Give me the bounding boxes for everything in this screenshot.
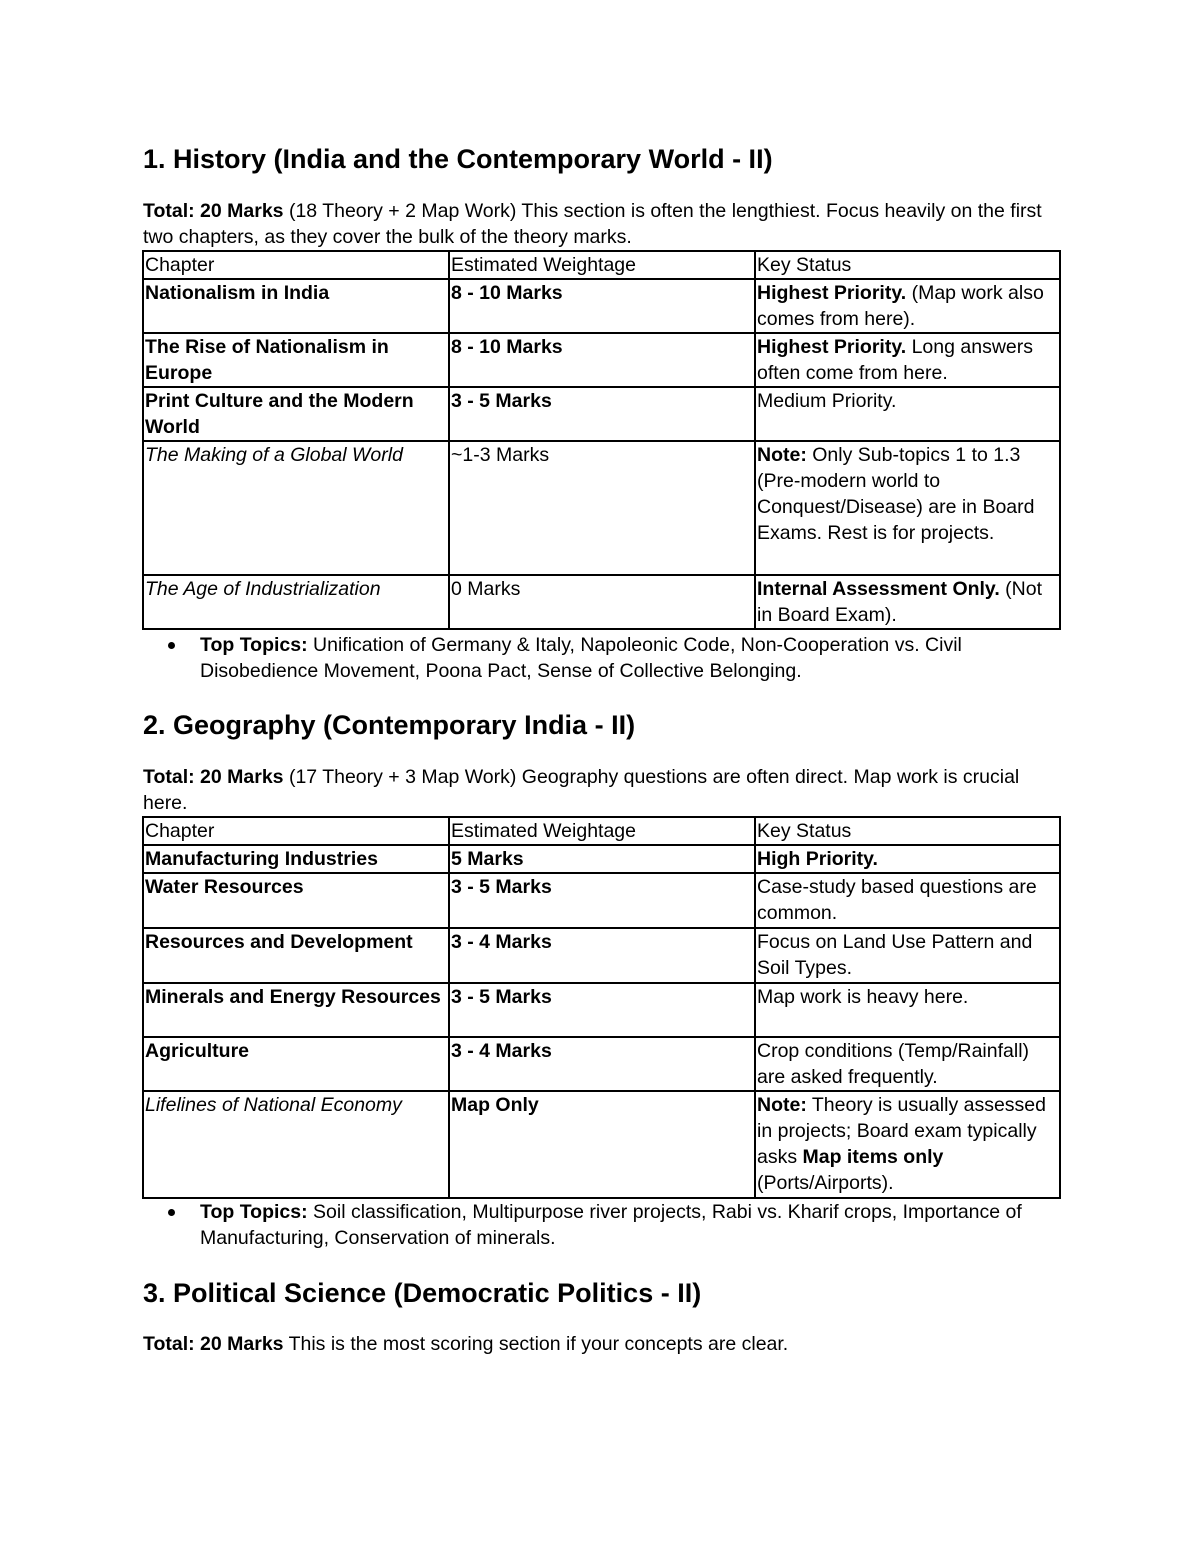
weightage-cell: Map Only bbox=[449, 1091, 755, 1198]
status-text: Only Sub-topics 1 to 1.3 (Pre-modern world to Conquest/Disease) are in Board Exams. Rest is for projects. bbox=[757, 444, 1035, 544]
status-cell: Focus on Land Use Pattern and Soil Types. bbox=[755, 928, 1060, 983]
weightage-cell: 3 - 5 Marks bbox=[449, 983, 755, 1037]
status-bold: Highest Priority. bbox=[757, 336, 907, 358]
table-header-row bbox=[143, 817, 1060, 845]
chapter-cell: The Making of a Global World bbox=[143, 441, 449, 575]
header-weightage: Estimated Weightage bbox=[449, 817, 755, 845]
status-cell bbox=[755, 441, 1060, 575]
chapter-cell: Lifelines of National Economy bbox=[143, 1091, 449, 1198]
weightage-cell: 8 - 10 Marks bbox=[449, 333, 755, 387]
weightage-cell: 3 - 5 Marks bbox=[449, 387, 755, 441]
history-intro bbox=[143, 198, 1068, 250]
table-row bbox=[143, 575, 1060, 629]
chapter-cell: Agriculture bbox=[143, 1037, 449, 1091]
top-topics-label: Top Topics: bbox=[200, 634, 308, 656]
table-row bbox=[143, 845, 1060, 873]
polsci-intro-text: This is the most scoring section if your concepts are clear. bbox=[283, 1333, 789, 1355]
status-cell bbox=[755, 1091, 1060, 1198]
status-text-end: (Ports/Airports). bbox=[757, 1172, 894, 1194]
list-item bbox=[143, 1199, 1068, 1251]
weightage-cell: 5 Marks bbox=[449, 845, 755, 873]
status-cell: Crop conditions (Temp/Rainfall) are asked frequently. bbox=[755, 1037, 1060, 1091]
chapter-cell: Resources and Development bbox=[143, 928, 449, 983]
weightage-cell: 3 - 4 Marks bbox=[449, 1037, 755, 1091]
status-text: (Not in Board Exam). bbox=[757, 578, 1043, 626]
chapter-cell: Water Resources bbox=[143, 873, 449, 928]
status-cell: High Priority. bbox=[755, 845, 1060, 873]
chapter-cell: Minerals and Energy Resources bbox=[143, 983, 449, 1037]
weightage-cell: 0 Marks bbox=[449, 575, 755, 629]
top-topics-label: Top Topics: bbox=[200, 1201, 308, 1223]
geography-total-label: Total: 20 Marks bbox=[143, 766, 284, 788]
geography-heading: 2. Geography (Contemporary India - II) bbox=[143, 710, 636, 740]
chapter-cell: The Rise of Nationalism in Europe bbox=[143, 333, 449, 387]
status-cell bbox=[755, 575, 1060, 629]
weightage-cell: 3 - 5 Marks bbox=[449, 873, 755, 928]
table-header-row bbox=[143, 251, 1060, 279]
table-row bbox=[143, 873, 1060, 928]
table-row bbox=[143, 279, 1060, 333]
status-bold: Internal Assessment Only. bbox=[757, 578, 1000, 600]
table-row bbox=[143, 1037, 1060, 1091]
list-item bbox=[143, 632, 1068, 684]
header-chapter: Chapter bbox=[143, 251, 449, 279]
status-cell: Case-study based questions are common. bbox=[755, 873, 1060, 928]
table-row bbox=[143, 333, 1060, 387]
status-bold: Highest Priority. bbox=[757, 282, 907, 304]
weightage-cell: ~1-3 Marks bbox=[449, 441, 755, 575]
chapter-cell: The Age of Industrialization bbox=[143, 575, 449, 629]
status-bold-emphasis: Map items only bbox=[802, 1146, 944, 1168]
weightage-cell: 3 - 4 Marks bbox=[449, 928, 755, 983]
polsci-total-label: Total: 20 Marks bbox=[143, 1333, 284, 1355]
top-topics-text: Unification of Germany & Italy, Napoleonic Code, Non-Cooperation vs. Civil Disobedience Movement, Poona Pact, Sense of Collective Belonging. bbox=[200, 634, 962, 682]
status-text: (Map work also comes from here). bbox=[757, 282, 1044, 330]
header-key-status: Key Status bbox=[755, 817, 1060, 845]
chapter-cell: Manufacturing Industries bbox=[143, 845, 449, 873]
bullet-icon bbox=[168, 642, 175, 649]
polsci-heading: 3. Political Science (Democratic Politics - II) bbox=[143, 1278, 702, 1308]
history-total-label: Total: 20 Marks bbox=[143, 200, 284, 222]
table-row bbox=[143, 441, 1060, 575]
header-key-status: Key Status bbox=[755, 251, 1060, 279]
table-row bbox=[143, 983, 1060, 1037]
top-topics-text: Soil classification, Multipurpose river projects, Rabi vs. Kharif crops, Importance of Manufacturing, Conservation of minerals. bbox=[200, 1201, 1022, 1249]
history-table bbox=[142, 250, 1061, 630]
weightage-cell: 8 - 10 Marks bbox=[449, 279, 755, 333]
geography-top-topics bbox=[143, 1199, 1068, 1251]
header-chapter: Chapter bbox=[143, 817, 449, 845]
status-cell bbox=[755, 333, 1060, 387]
geography-intro bbox=[143, 764, 1068, 816]
status-text: Long answers often come from here. bbox=[757, 336, 1033, 384]
status-bold: Note: bbox=[757, 1094, 807, 1116]
chapter-cell: Print Culture and the Modern World bbox=[143, 387, 449, 441]
history-heading: 1. History (India and the Contemporary World - II) bbox=[143, 144, 773, 174]
geography-intro-text: (17 Theory + 3 Map Work) Geography questions are often direct. Map work is crucial here. bbox=[143, 766, 1020, 814]
status-cell bbox=[755, 279, 1060, 333]
status-cell: Map work is heavy here. bbox=[755, 983, 1060, 1037]
header-weightage: Estimated Weightage bbox=[449, 251, 755, 279]
table-row bbox=[143, 387, 1060, 441]
polsci-intro bbox=[143, 1331, 1068, 1357]
chapter-cell: Nationalism in India bbox=[143, 279, 449, 333]
status-text: Theory is usually assessed in projects; Board exam typically asks bbox=[757, 1094, 1046, 1168]
history-top-topics bbox=[143, 632, 1068, 684]
status-cell: Medium Priority. bbox=[755, 387, 1060, 441]
history-intro-text: (18 Theory + 2 Map Work) This section is often the lengthiest. Focus heavily on the first two chapters, as they cover the bulk of the theory marks. bbox=[143, 200, 1042, 248]
status-bold: Note: bbox=[757, 444, 807, 466]
geography-table bbox=[142, 816, 1061, 1199]
table-row bbox=[143, 928, 1060, 983]
table-row bbox=[143, 1091, 1060, 1198]
bullet-icon bbox=[168, 1209, 175, 1216]
